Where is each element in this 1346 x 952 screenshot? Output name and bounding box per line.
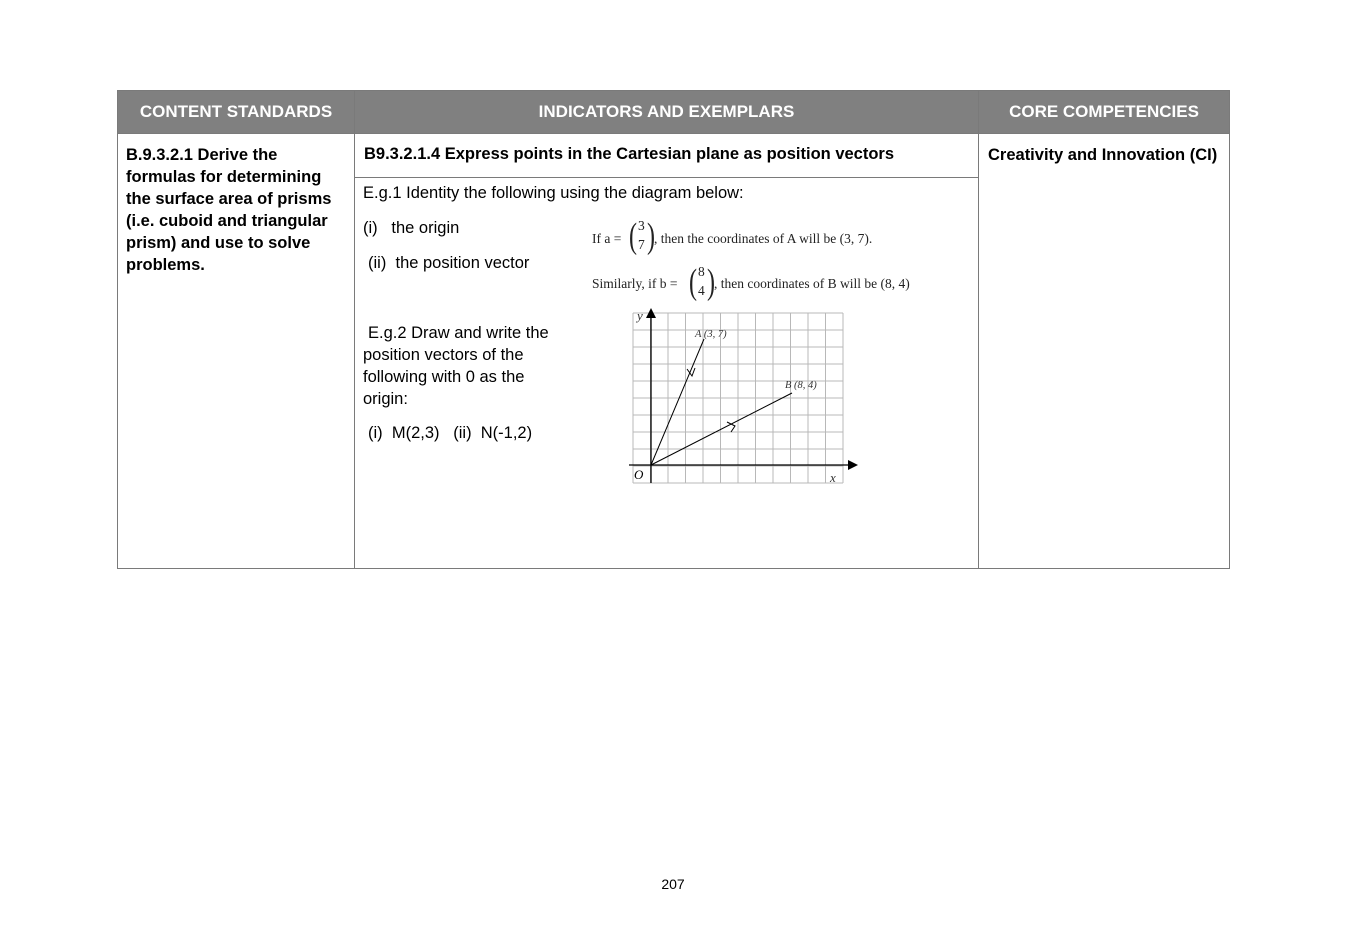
vector-b	[689, 263, 715, 303]
if-b-label: Similarly, if b =	[592, 276, 678, 291]
vector-b-line	[651, 393, 792, 465]
exemplar1-intro: E.g.1 Identity the following using the diagram below:	[363, 184, 744, 202]
point-b-label: B (8, 4)	[785, 380, 817, 391]
paren-right: )	[647, 217, 655, 257]
exemplars-area	[355, 178, 978, 568]
header-core-competencies: CORE COMPETENCIES	[979, 91, 1230, 134]
header-indicators-exemplars: INDICATORS AND EXEMPLARS	[355, 91, 979, 134]
vector-b-top: 8	[698, 264, 705, 279]
paren-left: (	[689, 263, 697, 303]
vector-a-top: 3	[638, 218, 645, 233]
indicators-cell	[355, 134, 979, 569]
paren-right: )	[707, 263, 715, 303]
vector-a-line	[651, 339, 704, 465]
if-a-text: If a =	[592, 231, 622, 246]
competencies-cell	[979, 134, 1230, 569]
header-content-standards: CONTENT STANDARDS	[118, 91, 355, 134]
grid	[633, 313, 843, 483]
point-a-label: A (3, 7)	[695, 329, 727, 340]
exemplar2-text: E.g.2 Draw and write the position vectors of the following with 0 as the origin:	[363, 324, 549, 408]
x-axis-arrow-icon	[848, 460, 858, 470]
header-row	[118, 91, 1230, 134]
curriculum-table	[117, 90, 1230, 569]
y-axis-label: y	[637, 308, 643, 323]
page-number: 207	[661, 876, 685, 892]
content-standard-cell	[118, 134, 355, 569]
content-standard-text: B.9.3.2.1 Derive the formulas for determining the surface area of prisms (i.e. cuboid and triangular prism) and use to solve problems.	[126, 146, 332, 274]
table-row	[118, 134, 1230, 569]
vector-b-bottom: 4	[698, 283, 705, 298]
vector-a-text: , then the coordinates of A will be (3, 7).	[654, 231, 873, 246]
vector-a-bottom: 7	[638, 237, 645, 252]
vector-a	[629, 217, 655, 257]
if-a-label	[592, 231, 621, 247]
exemplar1-item-position-vector: (ii) the position vector	[368, 254, 530, 272]
origin-label: O	[634, 467, 644, 482]
exemplar2-items: (i) M(2,3) (ii) N(-1,2)	[368, 424, 533, 442]
x-axis-label: x	[830, 470, 836, 485]
vector-b-arrow-icon	[727, 422, 735, 432]
vector-b-text: , then coordinates of B will be (8, 4)	[714, 276, 910, 291]
cartesian-diagram	[625, 308, 865, 503]
paren-left: (	[629, 217, 637, 257]
competency-text: Creativity and Innovation (CI)	[988, 146, 1218, 164]
exemplar1-item-origin: (i) the origin	[363, 219, 460, 237]
indicator-title: B9.3.2.1.4 Express points in the Cartesian plane as position vectors	[355, 134, 978, 178]
